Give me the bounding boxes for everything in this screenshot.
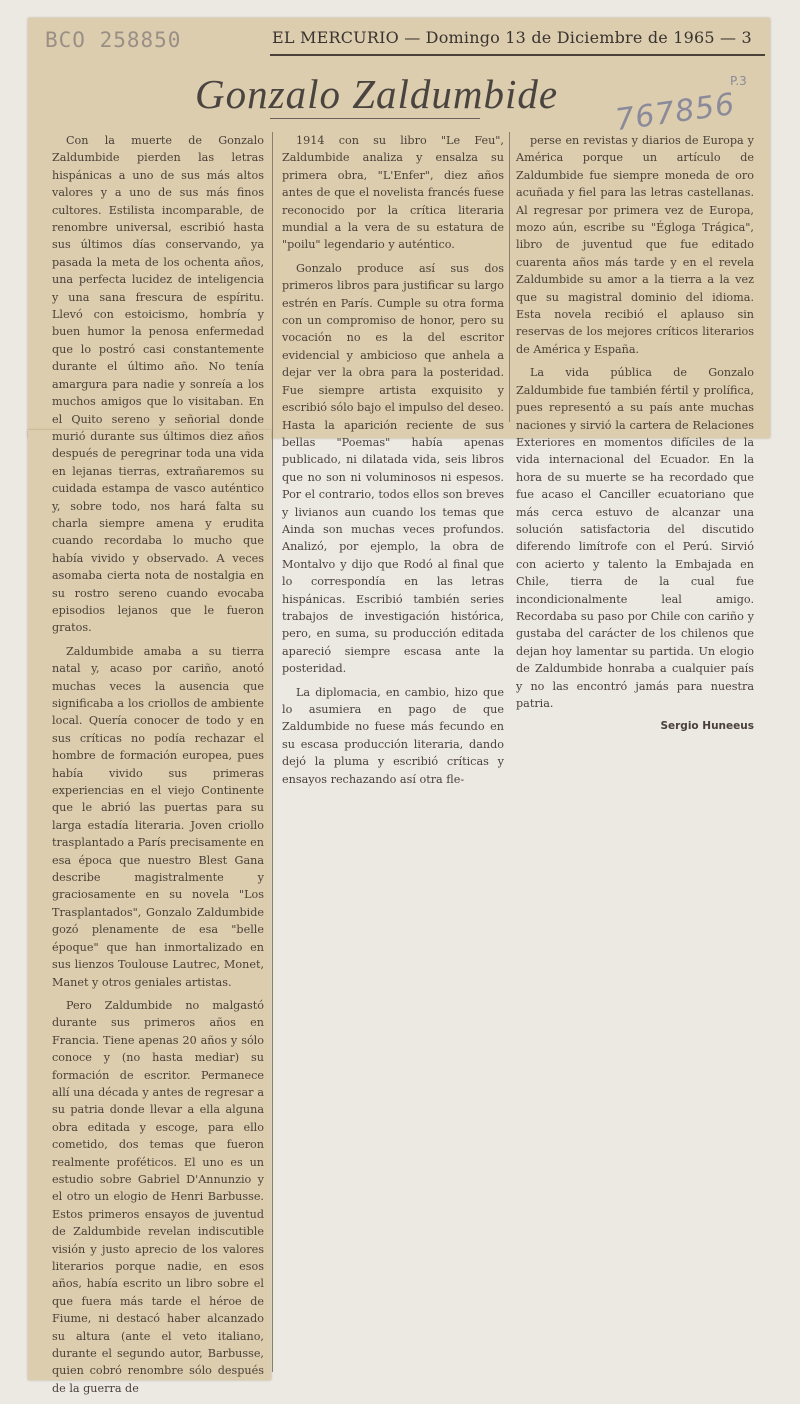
- title-rule: [270, 118, 480, 119]
- author-signature: Sergio Huneeus: [660, 720, 754, 733]
- paragraph: Gonzalo produce así sus dos primeros libros para justificar su largo estrén en París. Cumple su otra forma con un compromiso de honor, pero su vocación no es la del escritor evidencial y ambicioso que anhela a dejar ver la obra para la posteridad. Fue siempre artista exquisito y escribió sólo bajo el impulso del deseo. Hasta la aparición reciente de sus bellas "Poemas" había apenas publicado, ni dilatada vida, seis libros que no son ni voluminosos ni espesos. Por el contrario, todos ellos son breves y livianos aun cuando los temas que Ainda son muchas veces profundos. Analizó, por ejemplo, la obra de Montalvo y dijo que Rodó al final que lo correspondía en las letras hispánicas. Escribió también series trabajos de investigación histórica, pero, en suma, su producción editada apareció siempre escasa ante la posteridad.: [282, 261, 504, 676]
- article-title: Gonzalo Zaldumbide: [195, 71, 559, 117]
- column-divider: [509, 132, 510, 422]
- article-column-2: [282, 132, 504, 794]
- paragraph: Pero Zaldumbide no malgastó durante sus primeros años en Francia. Tiene apenas 20 años y sólo conoce y (no hasta mediar) su formación de escritor. Permanece allí una década y antes de regresar a su patria donde llevar a ella alguna obra editada y escoge, para ello cometido, dos temas que fueron realmente proféticos. El uno es un estudio sobre Gabriel D'Annunzio y el otro un elogio de Henri Barbusse. Estos primeros ensayos de juventud de Zaldumbide revelan indiscutible visión y justo aprecio de los valores literarios porque nadie, en esos años, había escrito un libro sobre el que fuera más tarde el héroe de Fiume, ni destacó haber alcanzado su altura (ante el veto italiano, durante el segundo autor, Barbusse, quien cobró renombre sólo después de la guerra de: [52, 998, 264, 1395]
- paragraph: La vida pública de Gonzalo Zaldumbide fue también fértil y prolífica, pues representó a su país ante muchas naciones y sirvió la cartera de Relaciones Exteriores en momentos difíciles de la vida internacional del Ecuador. En la hora de su muerte se ha recordado que fue acaso el Canciller ecuatoriano que más cerca estuvo de alcanzar una solución satisfactoria del discutido diferendo limítrofe con el Perú. Sirvió con acierto y talento la Embajada en Chile, tierra de la cual fue incondicionalmente leal amigo. Recordaba su paso por Chile con cariño y gustaba del carácter de los chilenos que dejan hoy lamentar su partida. Un elogio de Zaldumbide honraba a cualquier país y no las encontró jamás para nuestra patria.: [516, 366, 754, 710]
- article-column-3: [516, 132, 754, 736]
- paragraph: Con la muerte de Gonzalo Zaldumbide pierden las letras hispánicas a uno de sus más altos valores y a uno de sus más finos cultores. Estilista incomparable, de renombre universal, escribió hasta sus últimos días conservando, ya pasada la meta de los ochenta años, una perfecta lucidez de inteligencia y una sana frescura de espíritu. Llevó con estoicismo, hombría y buen humor la penosa enfermedad que lo postró casi constantemente durante el último año. No tenía amargura para nadie y sonreía a los muchos amigos que lo visitaban. En el Quito sereno y señorial donde murió durante sus últimos diez años después de peregrinar toda una vida en lejanas tierras, extrañaremos su cuidada estampa de vasco auténtico y, sobre todo, nos hará falta su charla siempre amena y erudita cuando recordaba lo mucho que había vivido y observado. A veces asomaba cierta nota de nostalgia en su rostro sereno cuando evocaba episodios lejanos que le fueron gratos.: [52, 134, 264, 635]
- masthead: EL MERCURIO — Domingo 13 de Diciembre de 1965 — 3: [272, 28, 752, 47]
- paragraph: Zaldumbide amaba a su tierra natal y, acaso por cariño, anotó muchas veces la ausencia que significaba a los criollos de ambiente local. Quería conocer de todo y en sus críticas no podía rechazar el hombre de formación europea, pues había vivido sus primeras experiencias en el viejo Continente que le abrió las puertas para su larga estadía literaria. Joven criollo trasplantado a París precisamente en esa época que nuestro Blest Gana describe magistralmente y graciosamente en su novela "Los Trasplantados", Gonzalo Zaldumbide gozó plenamente de esa "belle époque" que han inmortalizado en sus lienzos Toulouse Lautrec, Monet, Manet y otros geniales artistas.: [52, 644, 264, 989]
- article-column-1: [52, 132, 264, 1403]
- archive-stamp: BCO 258850: [45, 28, 182, 52]
- column-divider: [272, 132, 273, 1372]
- masthead-rule: [270, 54, 765, 56]
- paragraph: 1914 con su libro "Le Feu", Zaldumbide analiza y ensalza su primera obra, "L'Enfer", diez años antes de que el novelista francés fuese reconocido por la crítica literaria mundial a la vera de su estatura de "poilu" legendario y auténtico.: [282, 134, 504, 252]
- handwritten-number: 767856: [613, 86, 738, 139]
- handwritten-page-note: P.3: [730, 74, 747, 88]
- paragraph: La diplomacia, en cambio, hizo que lo asumiera en pago de que Zaldumbide no fuese más fecundo en su escasa producción literaria, dando dejó la pluma y escribió críticas y ensayos rechazando así otra fle-: [282, 685, 504, 786]
- paragraph: perse en revistas y diarios de Europa y América porque un artículo de Zaldumbide fue siempre moneda de oro acuñada y fiel para las letras castellanas. Al regresar por primera vez de Europa, mozo aún, escribe su "Égloga Trágica", libro de juventud que fue editado cuarenta años más tarde y en el revela Zaldumbide su amor a la tierra a la vez que su magistral dominio del idioma. Esta novela recibió el aplauso sin reservas de los mejores críticos literarios de América y España.: [516, 134, 754, 356]
